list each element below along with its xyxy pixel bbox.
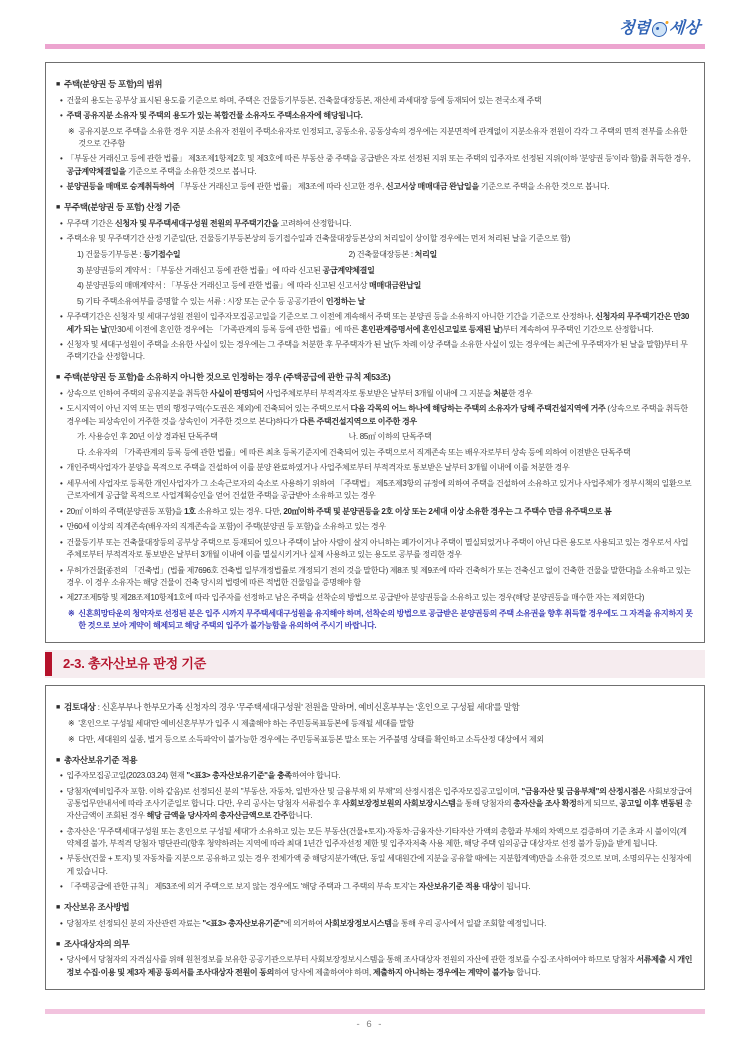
block-text: 자산보유 조사방법 xyxy=(63,902,130,913)
block-text: 주택(분양권 등 포함)의 범위 xyxy=(63,79,163,89)
bullet-item xyxy=(56,881,694,893)
dot-bullet-icon: • xyxy=(60,826,63,836)
page-number: - 6 - xyxy=(356,1019,384,1030)
block-text: 총자산보유기준 적용 xyxy=(63,754,138,765)
warning-note xyxy=(56,608,694,632)
section-heading xyxy=(56,78,694,91)
block-text: 3) 분양권등의 계약서 : 「부동산 거래신고 등에 관한 법률」에 따라 신고된 공급계약체결일 xyxy=(77,265,375,275)
dot-bullet-icon: • xyxy=(60,340,63,350)
bullet-item xyxy=(56,565,694,589)
block-text: 신청자 및 세대구성원이 주택을 소유한 사실이 있는 경우에는 그 주택을 처분한 후 무주택자가 된 날(두 차례 이상 주택을 소유한 사실이 있는 경우에는 최근에 무주택자가 된 날을 말함)부터 무주택기간을 산정합니다. xyxy=(66,340,688,362)
square-bullet-icon: ■ xyxy=(56,374,60,382)
dot-bullet-icon: • xyxy=(60,537,63,547)
asterisk-note-icon: ※ xyxy=(68,126,75,136)
footer-accent-bar xyxy=(45,1009,705,1014)
section-heading xyxy=(56,701,694,714)
dot-bullet-icon: • xyxy=(60,404,63,414)
block-text: 주택(분양권 등 포함)을 소유하지 아니한 것으로 인정하는 경우 (주택공급에 관한 규칙 제53조) xyxy=(63,372,391,383)
bullet-item xyxy=(56,403,694,427)
bullet-item xyxy=(56,521,694,533)
dot-bullet-icon: • xyxy=(60,918,63,928)
note-item xyxy=(56,126,694,150)
block-text: 20㎡ 이하의 주택(분양권등 포함)을 1호 소유하고 있는 경우. 다만, 20㎡이하 주택 및 분양권등을 2호 이상 또는 2세대 이상 소유한 경우는 그 주택수 만큼 유주택으로 봄 xyxy=(66,506,612,516)
block-text: 상속으로 인하여 주택의 공유지분을 취득한 사실이 판명되어 사업주체로부터 부적격자로 통보받은 날부터 3개월 이내에 그 지분을 처분한 경우 xyxy=(66,388,533,398)
total-asset-box xyxy=(45,685,705,990)
block-text: '혼인으로 구성될 세대'란 예비신혼부부가 입주 시 제출해야 하는 주민등록표등본에 등재될 세대를 말함 xyxy=(78,719,414,729)
block-text: 입주자모집공고일(2023.03.24) 현재 "<표3> 총자산보유기준"을 충족하여야 합니다. xyxy=(66,771,341,781)
dot-bullet-icon: • xyxy=(60,771,63,781)
block-text: 다. 소유자의 「가족관계의 등록 등에 관한 법률」에 따른 최초 등록기준지에 건축되어 있는 주택으로서 직계존속 또는 배우자로부터 상속 등에 의하여 이전받은 단독주택 xyxy=(77,447,631,457)
logo-globe-icon xyxy=(652,22,668,37)
sub-item: 나. 85㎡ 이하의 단독주택 xyxy=(348,432,432,442)
bullet-item xyxy=(56,311,694,335)
block-text: 「부동산 거래신고 등에 관한 법률」 제3조제1항제2호 및 제3호에 따른 부동산 중 주택을 공급받은 자로 선정된 지위 또는 주택의 입주자로 선정된 지위(이하 '분양권 등'이라 함)를 취득한 경우, 공급계약체결일을 기준으로 주택을 소유한 것으로 봅니다. xyxy=(66,154,691,176)
square-bullet-icon: ■ xyxy=(56,756,60,764)
sub-item xyxy=(56,265,694,277)
dot-bullet-icon: • xyxy=(60,565,63,575)
block-text: 건물등기부 또는 건축물대장등의 공부상 주택으로 등재되어 있으나 주택이 낡아 사람이 살지 아니하는 폐가이거나 주택이 멸실되었거나 주택이 아닌 다른 용도로 사용되고 있는 경우로서 사업주체로부터 부적격자로 통보받은 날부터 3개월 이내에 이를 멸실시키거나 실제 사용하고 있는 용도로 공부를 정리한 경우 xyxy=(66,537,689,559)
dot-bullet-icon: • xyxy=(60,522,63,532)
bullet-item xyxy=(56,153,694,177)
sub-item xyxy=(56,280,694,292)
dot-bullet-icon: • xyxy=(60,593,63,603)
block-text: 당첨자(예비입주자 포함. 이하 같음)로 선정되신 분의 "부동산, 자동차, 일반자산 및 금융부채 외 부채"의 산정시점은 입주자모집공고일이며, "금융자산 및 금융부채"의 산정시점은 사회보장급여 공통업무안내서에 따라 조사기준일로 합니다. 다만, 우리 공사는 당첨자 서류접수 후 사회보장정보원의 사회보장시스템을 통해 당첨자의 총자산을 조사 확정하게 되므로, 공고일 이후 변동된 총자산금액이 조회된 경우 해당 금액을 당사자의 총자산금액으로 간주합니다. xyxy=(66,786,693,821)
section-2-3-title: 2-3. 총자산보유 판정 기준 xyxy=(63,656,207,672)
sub-item xyxy=(56,447,694,459)
block-text: 건물의 용도는 공부상 표시된 용도를 기준으로 하며, 주택은 건물등기부등본, 건축물대장등본, 재산세 과세대장 등에 등재되어 있는 전국소재 주택 xyxy=(66,95,542,105)
square-bullet-icon: ■ xyxy=(56,81,60,88)
block-text: 당첨자로 선정되신 분의 자산관련 자료는 "<표3> 총자산보유기준"에 의거하여 사회보장정보시스템을 통해 우리 공사에서 일괄 조회할 예정입니다. xyxy=(66,918,547,928)
housing-scope-box xyxy=(45,62,705,643)
bullet-item xyxy=(56,110,694,122)
block-text: 세무서에 사업자로 등록한 개인사업자가 그 소속근로자의 숙소로 사용하기 위하여 「주택법」 제5조제3항의 규정에 의하여 주택을 건설하여 소유하고 있거나 사업주체가 정부시책의 일환으로 근로자에게 공급할 목적으로 사업계획승인을 얻어 건설한 주택을 공급받아 소유하고 있는 경우 xyxy=(66,478,692,501)
note-item xyxy=(56,734,694,746)
dot-bullet-icon: • xyxy=(60,882,63,892)
dot-bullet-icon: • xyxy=(60,854,63,864)
dot-bullet-icon: • xyxy=(60,312,63,322)
dot-bullet-icon: • xyxy=(60,218,63,228)
dot-bullet-icon: • xyxy=(60,478,63,488)
logo xyxy=(619,22,701,37)
block-text: 공유지분으로 주택을 소유한 경우 지분 소유자 전원이 주택소유자로 인정되고, 공동소유, 공동상속의 경우에는 지분면적에 관계없이 지분소유자 전원이 각각 그 주택의 면적 전부를 소유한 것으로 간주함 xyxy=(78,126,688,148)
sub-item: 가. 사용승인 후 20년 이상 경과된 단독주택 xyxy=(77,432,218,442)
block-text: 제27조제5항 및 제28조제10항제1호에 따라 입주자를 선정하고 남은 주택을 선착순의 방법으로 공급받아 분양권등을 소유하고 있는 경우(해당 분양권등을 매수한 자는 제외한다) xyxy=(66,593,645,603)
sub-item: 1) 건물등기부등본 : 등기접수일 xyxy=(77,250,181,260)
red-bar-icon xyxy=(45,652,52,676)
bullet-item xyxy=(56,478,694,502)
block-text: 주택소유 및 무주택기간 산정 기준일(단, 건물등기부등본상의 등기접수일과 건축물대장등본상의 처리일이 상이할 경우에는 먼저 처리된 날을 기준으로 함) xyxy=(66,234,570,244)
block-text: 분양권등을 매매로 승계취득하여 「부동산 거래신고 등에 관한 법률」 제3조에 따라 신고한 경우, 신고서상 매매대금 완납일을 기준으로 주택을 소유한 것으로 봅니다. xyxy=(66,182,610,192)
section-heading xyxy=(56,371,694,384)
sub-item-row xyxy=(56,431,694,443)
bullet-item xyxy=(56,506,694,518)
section-heading xyxy=(56,901,694,914)
sub-item-row xyxy=(56,249,694,261)
section-heading xyxy=(56,201,694,214)
bullet-item xyxy=(56,388,694,400)
dot-bullet-icon: • xyxy=(60,154,63,164)
bullet-item xyxy=(56,339,694,363)
block-text: 무주택(분양권 등 포함) 산정 기준 xyxy=(63,202,181,213)
bullet-item xyxy=(56,462,694,474)
block-text: 무주택 기간은 신청자 및 무주택세대구성원 전원의 무주택기간을 고려하여 산정합니다. xyxy=(66,218,352,228)
block-text: 무주택기간은 신청자 및 세대구성원 전원이 입주자모집공고일을 기준으로 그 이전에 계속해서 주택 또는 분양권 등을 소유하지 아니한 기간을 기준으로 산정하나, 신청자의 무주택기간은 만30세가 되는 날(만30세 이전에 혼인한 경우에는 「가족관계의 등록 등에 관한 법률」에 따른 혼인관계증명서에 혼인신고일로 등재된 날)부터 계속하여 무주택인 기간으로 산정합니다. xyxy=(66,312,690,334)
bullet-item xyxy=(56,537,694,561)
note-item xyxy=(56,718,694,730)
top-accent-bar xyxy=(45,44,705,49)
block-text: 당사에서 당첨자의 자격심사를 위해 원천정보를 보유한 공공기관으로부터 사회보장정보시스템을 통해 조사대상자 전원의 자산에 관한 정보를 수집·조사하여야 하므로 당첨자 서류제출 시 개인정보 수집·이용 및 제3자 제공 동의서를 조사대상자 전원이 동의하여 당사에 제출하여야 하며, 제출하지 아니하는 경우에는 계약이 불가능 합니다. xyxy=(66,955,693,977)
block-text: 「주택공급에 관한 규칙」 제53조에 의거 주택으로 보지 않는 경우에도 '해당 주택과 그 주택의 부속 토지'는 자산보유기준 적용 대상이 됩니다. xyxy=(66,882,531,892)
dot-bullet-icon: • xyxy=(60,182,63,192)
block-text: 4) 분양권등의 매매계약서 : 「부동산 거래신고 등에 관한 법률」에 따라 신고된 신고서상 매매대금완납일 xyxy=(77,281,422,291)
bullet-item xyxy=(56,233,694,245)
bullet-item xyxy=(56,954,694,978)
bullet-item xyxy=(56,95,694,107)
block-text: 신혼희망타운의 청약자로 선정된 분은 입주 시까지 무주택세대구성원을 유지해야 하며, 선착순의 방법으로 공급받은 분양권등의 주택 소유권을 향후 취득할 경우에도 그 자격을 유지하지 못한 것으로 보아 계약이 해제되고 해당 주택의 입주가 불가능함을 유의하여 주시기 바랍니다. xyxy=(78,608,693,630)
section-heading xyxy=(56,938,694,951)
dot-bullet-icon: • xyxy=(60,786,63,796)
asterisk-note-icon: ※ xyxy=(68,719,75,729)
asterisk-note-icon: ※ xyxy=(68,734,75,744)
asterisk-note-icon: ※ xyxy=(68,608,75,618)
bullet-item xyxy=(56,786,694,822)
square-bullet-icon: ■ xyxy=(56,940,60,948)
block-text: 총자산은 '무주택세대구성원 또는 혼인으로 구성될 세대'가 소유하고 있는 모든 부동산(건물+토지)·자동차·금융자산·기타자산 가액의 총합과 부채의 차액으로 검증하며 기준 초과 시 불이익(계약체결 불가, 부적격 당첨자 명단관리(향후 청약하려는 지역에 따라 최대 1년간 입주자선정 제한 및 입주자저축 사용 제한, 해당 주택 임의공급 대상자로 선정 불가 등))을 받게 됩니다. xyxy=(66,826,687,848)
logo-text-left: 청렴 xyxy=(618,20,651,38)
section-heading xyxy=(56,754,694,767)
dot-bullet-icon: • xyxy=(60,463,63,473)
dot-bullet-icon: • xyxy=(60,388,63,398)
block-text: 조사대상자의 의무 xyxy=(63,938,130,949)
block-text: 만60세 이상의 직계존속(배우자의 직계존속을 포함)이 주택(분양권 등 포함)을 소유하고 있는 경우 xyxy=(66,522,386,532)
box1-content xyxy=(56,78,694,632)
sub-item: 2) 건축물대장등본 : 처리일 xyxy=(348,250,437,260)
dot-bullet-icon: • xyxy=(60,95,63,105)
square-bullet-icon: ■ xyxy=(56,204,60,212)
bullet-item xyxy=(56,826,694,850)
bullet-item xyxy=(56,918,694,930)
block-text: 개인주택사업자가 분양을 목적으로 주택을 건설하여 이를 분양 완료하였거나 사업주체로부터 부적격자로 통보받은 날부터 3개월 이내에 이를 처분한 경우 xyxy=(66,463,570,473)
sub-item xyxy=(56,296,694,308)
block-text: 무허가건물[종전의 「건축법」(법률 제7696호 건축법 일부개정법률로 개정되기 전의 것을 말한다) 제8조 및 제9조에 따라 건축허가 또는 건축신고 없이 건축한 건물을 말한다]을 소유하고 있는 경우. 이 경우 소유자는 해당 건물이 건축 당시의 법령에 따른 적법한 건물임을 증명해야 함 xyxy=(66,565,691,587)
bullet-item xyxy=(56,181,694,193)
bullet-item xyxy=(56,592,694,604)
block-text: 도시지역이 아닌 지역 또는 면의 행정구역(수도권은 제외)에 건축되어 있는 주택으로서 다음 각목의 어느 하나에 해당하는 주택의 소유자가 당해 주택건설지역에 거주 (상속으로 주택을 취득한 경우에는 피상속인이 거주한 것을 상속인이 거주한 것으로 본다)하다가 다른 주택건설지역으로 이주한 경우 xyxy=(66,404,688,426)
content-area xyxy=(45,62,705,990)
block-text: 검토대상 : 신혼부부나 한부모가족 신청자의 경우 '무주택세대구성원' 전원을 말하며, 예비신혼부부는 '혼인으로 구성될 세대'를 말함 xyxy=(63,702,520,713)
dot-bullet-icon: • xyxy=(60,111,63,121)
logo-text-right: 세상 xyxy=(668,20,701,38)
square-bullet-icon: ■ xyxy=(56,904,60,912)
block-text: 주택 공유지분 소유자 및 주택의 용도가 있는 복합건물 소유자도 주택소유자에 해당됩니다. xyxy=(66,111,363,121)
section-2-3-header xyxy=(45,650,705,678)
block-text: 5) 기타 주택소유여부를 증명할 수 있는 서류 : 시장 또는 군수 등 공공기관이 인정하는 날 xyxy=(77,296,365,306)
bullet-item xyxy=(56,853,694,877)
box2-content xyxy=(56,701,694,978)
dot-bullet-icon: • xyxy=(60,234,63,244)
bullet-item xyxy=(56,770,694,782)
block-text: 다만, 세대원의 실종, 별거 등으로 소득파악이 불가능한 경우에는 주민등록표등본 말소 또는 거주불명 상태를 확인하고 소득산정 대상에서 제외 xyxy=(78,734,544,744)
block-text: 부동산(건물 + 토지) 및 자동차를 지분으로 공유하고 있는 경우 전체가액 중 해당지분가액(단, 동일 세대원간에 지분을 공유할 때에는 지분합계액)만을 소유한 것으로 보며, 소명의무는 신청자에게 있습니다. xyxy=(66,854,692,876)
dot-bullet-icon: • xyxy=(60,955,63,965)
square-bullet-icon: ■ xyxy=(56,704,60,712)
bullet-item xyxy=(56,218,694,230)
dot-bullet-icon: • xyxy=(60,506,63,516)
